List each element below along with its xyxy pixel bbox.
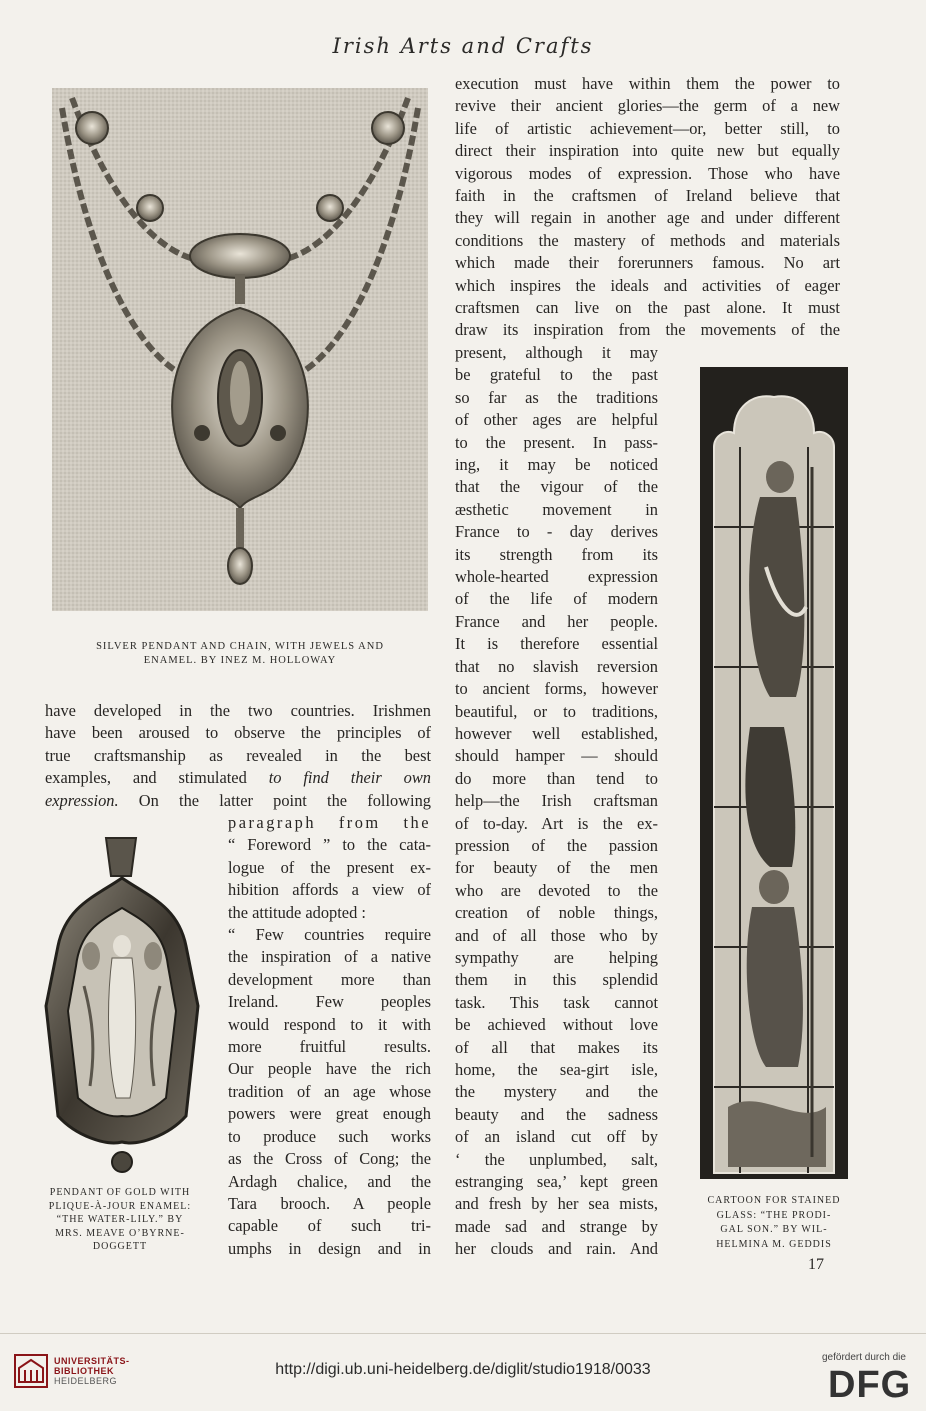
caption-line: GLASS: “THE PRODI- <box>716 1209 832 1221</box>
text-line: Our people have the rich <box>228 1059 431 1079</box>
text-line: who are devoted to the <box>455 880 658 900</box>
caption-line: GAL SON.” BY WIL- <box>720 1224 828 1235</box>
text-line: life of artistic achievement—or, better still, to <box>455 118 840 138</box>
text-line: execution must have within them the power to <box>455 74 840 93</box>
italic-text: to find their own <box>268 768 431 788</box>
text-line: that no slavish reversion <box>455 656 658 676</box>
text-line: and fresh by her sea mists, <box>455 1194 658 1214</box>
text-line: pression of the passion <box>455 835 658 855</box>
text-line: do more than tend to <box>455 768 658 788</box>
left-column-narrow <box>228 812 431 1260</box>
text-line: umphs in design and in <box>228 1238 431 1258</box>
water-lily-caption <box>24 1186 216 1254</box>
text-line: have been aroused to observe the principles of <box>45 723 431 743</box>
stained-glass-cartoon <box>700 367 848 1179</box>
text-line: estranging sea,’ kept green <box>455 1172 658 1192</box>
pendant-chain-caption <box>20 640 460 668</box>
library-name-line: HEIDELBERG <box>54 1376 118 1386</box>
dfg-logo[interactable]: DFG <box>828 1364 912 1406</box>
text-line: and of all those who by <box>455 925 658 945</box>
text-line: beauty and the sadness <box>455 1104 658 1124</box>
library-name-line: UNIVERSITÄTS- <box>54 1356 130 1366</box>
text-line: the mystery and the <box>455 1082 658 1102</box>
library-name-line: BIBLIOTHEK <box>54 1366 114 1376</box>
text-line: draw its inspiration from the movements of the <box>455 320 840 340</box>
caption-line: HELMINA M. GEDDIS <box>716 1238 832 1250</box>
text-line: ‘ the unplumbed, salt, <box>455 1149 658 1169</box>
text-line: should hamper — should <box>455 746 658 766</box>
text-line: “ Foreword ” to the cata- <box>228 835 431 855</box>
text-line: the attitude adopted : <box>228 902 366 922</box>
text-line: that the vigour of the <box>455 477 658 497</box>
text-line: which inspires the ideals and activities of eager <box>455 275 840 295</box>
text-line: task. This task cannot <box>455 992 658 1012</box>
text-line: craftsmen can live on the past alone. It must <box>455 298 840 318</box>
caption-line: PLIQUE-À-JOUR ENAMEL: <box>48 1200 192 1212</box>
text-line: capable of such tri- <box>228 1216 431 1236</box>
text-line: powers were great enough <box>228 1104 431 1124</box>
caption-line: “THE WATER-LILY.” BY <box>56 1214 184 1225</box>
text-line: for beauty of the men <box>455 858 658 878</box>
text-line: home, the sea-girt isle, <box>455 1060 658 1079</box>
caption-line: DOGGETT <box>92 1241 148 1252</box>
text-line: of the life of modern <box>455 589 658 609</box>
text-line: æsthetic movement in <box>455 499 658 519</box>
text-line: to the present. In pass- <box>455 432 658 452</box>
text-line: to ancient forms, however <box>455 679 658 699</box>
funded-by-label: gefördert durch die <box>822 1352 906 1363</box>
text-line: have developed in the two countries. Irishmen <box>45 701 431 720</box>
italic-text: expression. <box>45 790 119 810</box>
text-line: be grateful to the past <box>455 365 658 385</box>
text-line: however well established, <box>455 723 658 743</box>
text-line: help—the Irish craftsman <box>455 791 658 811</box>
text-line: ing, it may be noticed <box>455 455 658 475</box>
text-line: France and her people. <box>455 611 658 631</box>
text-line: her clouds and rain. And <box>455 1239 658 1259</box>
text-line: sympathy are helping <box>455 947 658 967</box>
running-title: Irish Arts and Crafts <box>332 34 594 58</box>
caption-line: CARTOON FOR STAINED <box>707 1195 841 1206</box>
text-run: examples, and stimulated <box>45 768 247 788</box>
text-line: faith in the craftsmen of Ireland believe that <box>455 186 840 206</box>
left-column-top <box>45 700 431 812</box>
pendant-chain-photo <box>52 88 428 611</box>
text-line: the inspiration of a native <box>228 947 431 967</box>
text-line: development more than <box>228 969 431 989</box>
text-line: tradition of an age whose <box>228 1081 431 1101</box>
water-lily-pendant-photo <box>36 836 208 1180</box>
text-line: creation of noble things, <box>455 903 658 923</box>
text-line: of an island cut off by <box>455 1127 658 1147</box>
text-line: of other ages are helpful <box>455 410 658 430</box>
text-line: its strength from its <box>455 544 658 564</box>
text-line: to produce such works <box>228 1126 431 1146</box>
text-line: Ireland. Few peoples <box>228 992 431 1012</box>
text-line: as the Cross of Cong; the <box>228 1149 431 1169</box>
text-line: they will regain in another age and under different <box>455 208 840 228</box>
text-run: On the latter point the following <box>118 790 431 810</box>
text-line: them in this splendid <box>455 970 658 990</box>
text-line: more fruitful results. <box>228 1037 431 1057</box>
text-line: beautiful, or to traditions, <box>455 701 658 721</box>
text-line: which made their forerunners famous. No art <box>455 253 840 273</box>
text-line <box>45 790 431 812</box>
text-line: France to - day derives <box>455 522 658 542</box>
source-url-link[interactable]: http://digi.ub.uni-heidelberg.de/diglit/studio1918/0033 <box>275 1361 651 1378</box>
text-line: logue of the present ex- <box>228 857 431 877</box>
text-line: Ardagh chalice, and the <box>228 1171 431 1191</box>
right-column-top <box>455 73 840 342</box>
right-column-narrow <box>455 342 658 1261</box>
text-line: “ Few countries require <box>228 925 431 945</box>
caption-line: MRS. MEAVE O’BYRNE- <box>55 1227 185 1239</box>
stained-glass-caption <box>676 1194 872 1252</box>
text-line: made sad and strange by <box>455 1216 658 1236</box>
text-line: of all that makes its <box>455 1037 658 1057</box>
caption-line: ENAMEL. BY INEZ M. HOLLOWAY <box>143 655 337 666</box>
text-line: hibition affords a view of <box>228 880 431 900</box>
text-line: Tara brooch. A people <box>228 1193 431 1213</box>
text-line: be achieved without love <box>455 1015 658 1035</box>
text-line: would respond to it with <box>228 1014 431 1034</box>
caption-line: SILVER PENDANT AND CHAIN, WITH JEWELS AND <box>96 641 384 652</box>
text-line: conditions the mastery of methods and materials <box>455 230 840 250</box>
text-line: whole-hearted expression <box>455 567 658 587</box>
text-line: so far as the traditions <box>455 387 658 407</box>
text-line: of to-day. Art is the ex- <box>455 813 658 833</box>
text-line: present, although it may <box>455 343 658 362</box>
text-line: true craftsmanship as revealed in the best <box>45 745 431 765</box>
page-number: 17 <box>808 1256 824 1273</box>
text-line: revive their ancient glories—the germ of a new <box>455 96 840 116</box>
text-line: It is therefore essential <box>455 634 658 654</box>
text-line: paragraph from the <box>228 813 431 832</box>
caption-line: PENDANT OF GOLD WITH <box>49 1187 191 1198</box>
text-line: direct their inspiration into quite new but equally <box>455 141 840 161</box>
text-line <box>45 767 431 789</box>
text-line: vigorous modes of expression. Those who have <box>455 163 840 183</box>
